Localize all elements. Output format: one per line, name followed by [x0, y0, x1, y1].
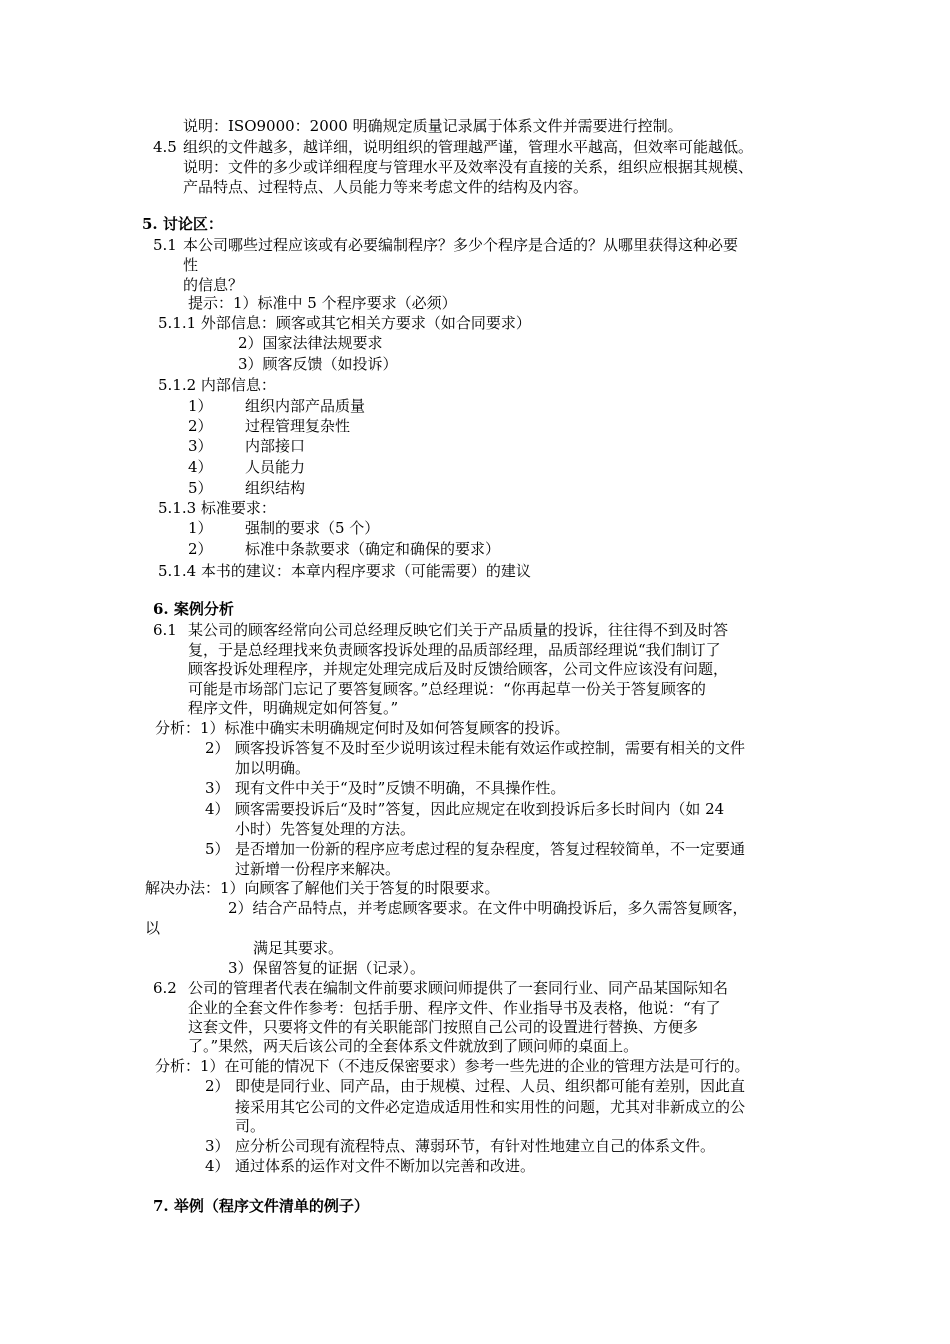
analysis-1-number: 2）: [205, 739, 230, 757]
analysis-2-item-4: 通过体系的运作对文件不断加以完善和改进。: [235, 1157, 536, 1175]
analysis-2-number: 3）: [205, 1137, 230, 1155]
internal-item-text: 组织结构: [245, 479, 306, 497]
book-suggestion: 5.1.4 本书的建议：本章内程序要求（可能需要）的建议: [158, 562, 531, 580]
analysis-1-number: 4）: [205, 800, 230, 818]
solution-item-2-line3: 满足其要求。: [253, 939, 344, 957]
analysis-1-item-3: 现有文件中关于“及时”反馈不明确，不具操作性。: [235, 779, 566, 797]
analysis-1-number: 3）: [205, 779, 230, 797]
internal-item-text: 内部接口: [245, 437, 306, 455]
analysis-1-item-2-line1: 顾客投诉答复不及时至少说明该过程未能有效运作或控制，需要有相关的文件: [235, 739, 746, 757]
analysis-2-item-2-line1: 即使是同行业、同产品，由于规模、过程、人员、组织都可能有差别，因此直: [235, 1077, 746, 1095]
case-2-line1: 公司的管理者代表在编制文件前要求顾问师提供了一套同行业、同产品某国际知名: [188, 979, 729, 997]
analysis-1-item-4-line2: 小时）先答复处理的方法。: [235, 820, 416, 838]
item-number-4-5: 4.5: [153, 138, 177, 156]
solution-item-2-line1: 2）结合产品特点，并考虑顾客要求。在文件中明确投诉后，多久需答复顾客，: [228, 899, 748, 917]
question-5-1-line3: 的信息？: [183, 276, 244, 294]
standard-item-number: 1）: [188, 519, 213, 537]
question-5-1-line2: 性: [183, 256, 199, 274]
case-2-line3: 这套文件，只要将文件的有关职能部门按照自己公司的设置进行替换、方便多: [188, 1018, 699, 1036]
internal-item-number: 4）: [188, 458, 213, 476]
internal-item-text: 人员能力: [245, 458, 306, 476]
section-6-heading: 6. 案例分析: [153, 600, 234, 618]
solution-item-1: 解决办法：1）向顾客了解他们关于答复的时限要求。: [145, 879, 500, 897]
case-2-line4: 了。”果然，两天后该公司的全套体系文件就放到了顾问师的桌面上。: [188, 1037, 639, 1055]
internal-item-number: 2）: [188, 417, 213, 435]
analysis-1-item-4-line1: 顾客需要投诉后“及时”答复，因此应规定在收到投诉后多长时间内（如 24: [235, 800, 725, 818]
case-1-line4: 可能是市场部门忘记了要答复顾客。”总经理说：“你再起草一份关于答复顾客的: [188, 680, 706, 698]
external-info-item-3: 3）顾客反馈（如投诉）: [238, 355, 398, 373]
section-7-heading: 7. 举例（程序文件清单的例子）: [153, 1197, 369, 1215]
analysis-1-item-1: 分析：1）标准中确实未明确规定何时及如何答复顾客的投诉。: [155, 719, 570, 737]
internal-item-number: 1）: [188, 397, 213, 415]
analysis-2-number: 4）: [205, 1157, 230, 1175]
note-4-5-line2: 产品特点、过程特点、人员能力等来考虑文件的结构及内容。: [183, 178, 589, 196]
external-info-title: 5.1.1 外部信息：顾客或其它相关方要求（如合同要求）: [158, 314, 531, 332]
case-1-line5: 程序文件，明确规定如何答复。”: [188, 699, 399, 717]
standard-req-title: 5.1.3 标准要求：: [158, 499, 276, 517]
analysis-1-item-2-line2: 加以明确。: [235, 759, 311, 777]
analysis-2-item-2-line3: 司。: [235, 1117, 266, 1135]
internal-info-title: 5.1.2 内部信息：: [158, 376, 276, 394]
analysis-2-item-1: 分析：1）在可能的情况下（不违反保密要求）参考一些先进的企业的管理方法是可行的。: [155, 1057, 750, 1075]
internal-item-number: 5）: [188, 479, 213, 497]
standard-item-text: 强制的要求（5 个）: [245, 519, 380, 537]
hint-line: 提示：1）标准中 5 个程序要求（必须）: [188, 294, 457, 312]
case-1-line1: 某公司的顾客经常向公司总经理反映它们关于产品质量的投诉，往往得不到及时答: [188, 621, 729, 639]
standard-item-number: 2）: [188, 540, 213, 558]
analysis-2-item-3: 应分析公司现有流程特点、薄弱环节，有针对性地建立自己的体系文件。: [235, 1137, 716, 1155]
case-2-line2: 企业的全套文件作参考：包括手册、程序文件、作业指导书及表格，他说：“有了: [188, 999, 721, 1017]
note-4-5-line1: 说明：文件的多少或详细程度与管理水平及效率没有直接的关系，组织应根据其规模、: [183, 158, 754, 176]
solution-item-3: 3）保留答复的证据（记录）。: [228, 959, 426, 977]
internal-item-number: 3）: [188, 437, 213, 455]
analysis-1-item-5-line1: 是否增加一份新的程序应考虑过程的复杂程度，答复过程较简单，不一定要通: [235, 840, 746, 858]
question-5-1-line1: 本公司哪些过程应该或有必要编制程序？多少个程序是合适的？从哪里获得这种必要: [183, 236, 739, 254]
item-number-6-2: 6.2: [153, 979, 177, 997]
solution-item-2-line2: 以: [145, 919, 161, 937]
note-4-4: 说明：ISO9000：2000 明确规定质量记录属于体系文件并需要进行控制。: [183, 117, 683, 135]
external-info-item-2: 2）国家法律法规要求: [238, 334, 383, 352]
item-number-6-1: 6.1: [153, 621, 177, 639]
analysis-1-number: 5）: [205, 840, 230, 858]
internal-item-text: 过程管理复杂性: [245, 417, 351, 435]
case-1-line2: 复，于是总经理找来负责顾客投诉处理的品质部经理，品质部经理说“我们制订了: [188, 641, 721, 659]
analysis-1-item-5-line2: 过新增一份程序来解决。: [235, 860, 401, 878]
analysis-2-item-2-line2: 接采用其它公司的文件必定造成适用性和实用性的问题，尤其对非新成立的公: [235, 1098, 746, 1116]
section-5-heading: 5. 讨论区：: [142, 215, 223, 233]
analysis-2-number: 2）: [205, 1077, 230, 1095]
case-1-line3: 顾客投诉处理程序，并规定处理完成后及时反馈给顾客，公司文件应该没有问题，: [188, 660, 729, 678]
internal-item-text: 组织内部产品质量: [245, 397, 366, 415]
item-4-5: 组织的文件越多，越详细，说明组织的管理越严谨，管理水平越高，但效率可能越低。: [183, 138, 754, 156]
standard-item-text: 标准中条款要求（确定和确保的要求）: [245, 540, 501, 558]
item-number-5-1: 5.1: [153, 236, 177, 254]
